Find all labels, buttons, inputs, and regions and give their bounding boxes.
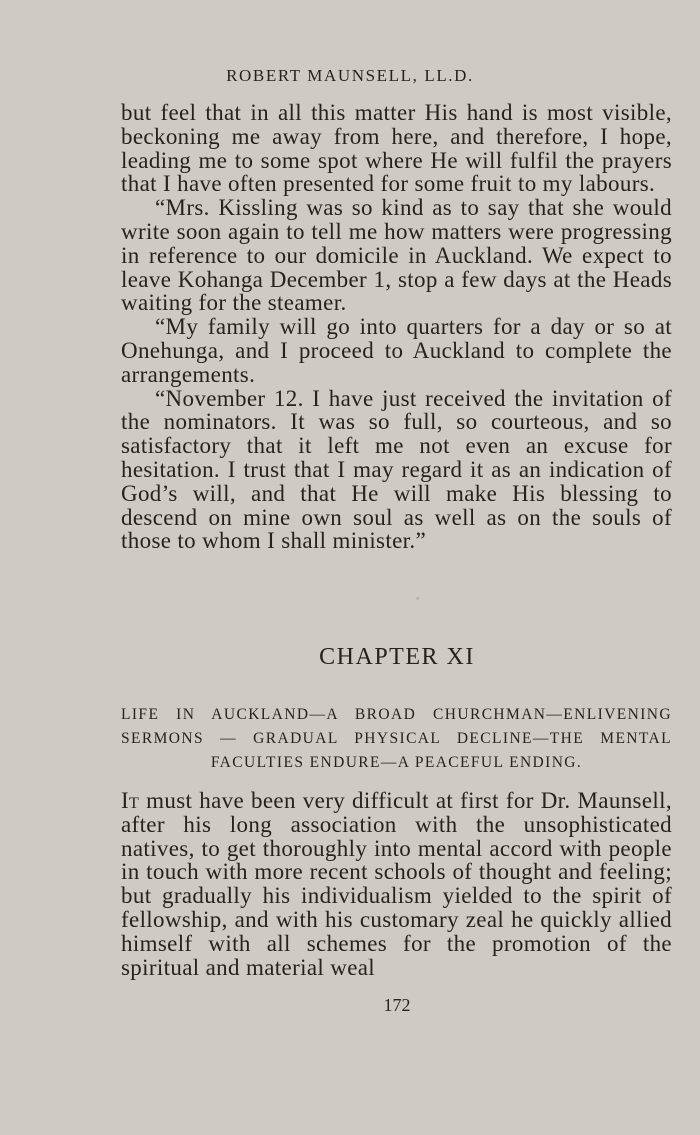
chapter-synopsis: LIFE IN AUCKLAND—A BROAD CHURCHMAN—ENLIVENING SERMONS — GRADUAL PHYSICAL DECLINE—THE MENTAL FACULTIES ENDURE—A PEACEFUL ENDING. [121,706,672,771]
chapter-body [121,789,672,979]
paragraph: “My family will go into quarters for a day or so at Onehunga, and I proceed to Auckland to complete the arrangements. [121,314,672,387]
running-head: ROBERT MAUNSELL, LL.D. [226,66,474,85]
letter-continuation [121,101,672,553]
opening-word: It [121,788,140,813]
paragraph [121,789,672,979]
paper-speck [416,597,419,600]
paragraph: “November 12. I have just received the invitation of the nominators. It was so full, so courteous, and so satisfactory that it left me not even an excuse for hesitation. I trust that I may regard it as an indication of God’s will, and that He will make His blessing to descend on mine own soul as well as on the souls of those to whom I shall minister.” [121,385,672,554]
chapter-heading: CHAPTER XI [319,644,475,670]
paragraph: “Mrs. Kissling was so kind as to say that she would write soon again to tell me how matters were progressing in reference to our domicile in Auckland. We expect to leave Kohanga December 1, stop a few days at the Heads waiting for the steamer. [121,195,672,316]
page-number: 172 [383,995,411,1015]
paragraph: but feel that in all this matter His hand is most visible, beckoning me away from here, and therefore, I hope, leading me to some spot where He will fulfil the prayers that I have often presented for some fruit to my labours. [121,100,672,197]
paragraph-text: must have been very difficult at first for Dr. Maunsell, after his long association with the unsophisticated natives, to get thoroughly into mental accord with people in touch with more recent schools of thought and feeling; but gradually his individualism yielded to the spirit of fellowship, and with his customary zeal he quickly allied himself with all schemes for the promotion of the spiritual and material weal [121,788,672,980]
